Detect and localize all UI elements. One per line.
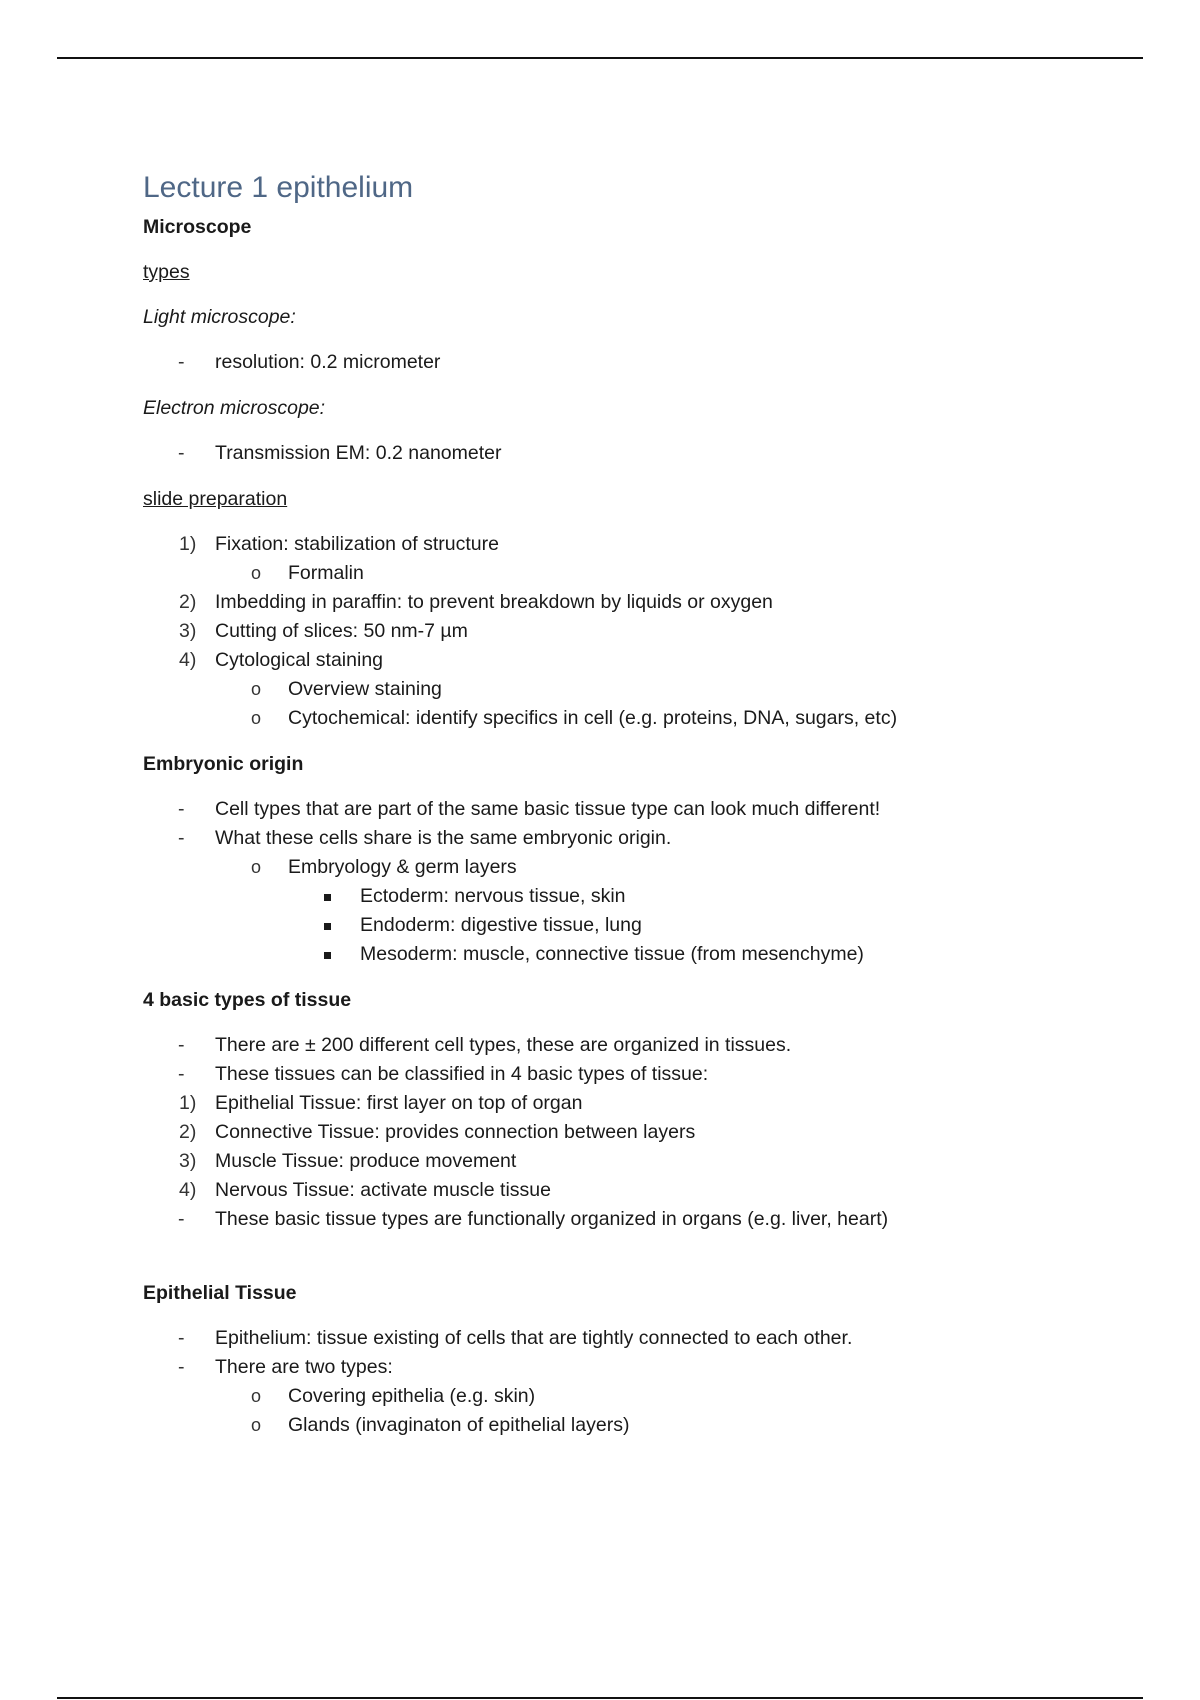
square-bullet-icon	[324, 882, 331, 911]
basic-types-list	[143, 1031, 1143, 1234]
footer-rule	[57, 1697, 1143, 1699]
circle-bullet: o	[251, 1415, 262, 1435]
slide-preparation-list	[143, 530, 1143, 733]
dash-bullet: -	[178, 1327, 185, 1349]
heading-embryonic-origin: Embryonic origin	[143, 753, 304, 775]
dash-bullet: -	[178, 1034, 185, 1056]
list-item: - These tissues can be classified in 4 basic types of tissue:	[143, 1060, 1143, 1089]
list-item: 4) Cytological staining	[143, 646, 1143, 675]
list-item: Ectoderm: nervous tissue, skin	[143, 882, 1143, 911]
list-item: o Covering epithelia (e.g. skin)	[143, 1382, 1143, 1411]
list-item: - There are two types:	[143, 1353, 1143, 1382]
square-bullet-icon	[324, 940, 331, 969]
subheading-slide-preparation: slide preparation	[143, 488, 288, 510]
list-item: o Formalin	[143, 559, 1143, 588]
dash-bullet: -	[178, 827, 185, 849]
list-item: - Epithelium: tissue existing of cells that are tightly connected to each other.	[143, 1324, 1143, 1353]
heading-basic-types: 4 basic types of tissue	[143, 989, 352, 1011]
header-rule	[57, 57, 1143, 59]
number-marker: 2)	[179, 1121, 197, 1143]
list-item: 2) Connective Tissue: provides connection between layers	[143, 1118, 1143, 1147]
list-item: o Overview staining	[143, 675, 1143, 704]
document-title: Lecture 1 epithelium	[143, 171, 414, 204]
subheading-electron-microscope: Electron microscope:	[143, 397, 326, 419]
dash-bullet: -	[178, 1063, 185, 1085]
dash-bullet: -	[178, 351, 185, 373]
heading-epithelial-tissue: Epithelial Tissue	[143, 1282, 297, 1304]
list-item: - What these cells share is the same embryonic origin.	[143, 824, 1143, 853]
list-item: Mesoderm: muscle, connective tissue (from mesenchyme)	[143, 940, 1143, 969]
list-item: 3) Muscle Tissue: produce movement	[143, 1147, 1143, 1176]
list-item: o Glands (invaginaton of epithelial layers)	[143, 1411, 1143, 1440]
epithelial-list	[143, 1324, 1143, 1440]
list-item: 2) Imbedding in paraffin: to prevent breakdown by liquids or oxygen	[143, 588, 1143, 617]
number-marker: 3)	[179, 620, 197, 642]
light-microscope-list	[143, 348, 1143, 377]
embryonic-list	[143, 795, 1143, 969]
list-item: - Transmission EM: 0.2 nanometer	[143, 439, 1143, 468]
document-page	[143, 168, 1143, 1440]
dash-bullet: -	[178, 798, 185, 820]
list-item: 3) Cutting of slices: 50 nm-7 µm	[143, 617, 1143, 646]
number-marker: 1)	[179, 533, 197, 555]
circle-bullet: o	[251, 679, 262, 699]
list-item: Endoderm: digestive tissue, lung	[143, 911, 1143, 940]
subheading-types: types	[143, 261, 190, 283]
list-item: 1) Fixation: stabilization of structure	[143, 530, 1143, 559]
number-marker: 4)	[179, 649, 197, 671]
circle-bullet: o	[251, 708, 262, 728]
dash-bullet: -	[178, 442, 185, 464]
list-item: - resolution: 0.2 micrometer	[143, 348, 1143, 377]
circle-bullet: o	[251, 857, 262, 877]
list-item: - Cell types that are part of the same basic tissue type can look much different!	[143, 795, 1143, 824]
circle-bullet: o	[251, 1386, 262, 1406]
number-marker: 3)	[179, 1150, 197, 1172]
list-item: 1) Epithelial Tissue: first layer on top of organ	[143, 1089, 1143, 1118]
list-item: o Embryology & germ layers	[143, 853, 1143, 882]
dash-bullet: -	[178, 1208, 185, 1230]
dash-bullet: -	[178, 1356, 185, 1378]
number-marker: 1)	[179, 1092, 197, 1114]
circle-bullet: o	[251, 563, 262, 583]
list-item: - There are ± 200 different cell types, these are organized in tissues.	[143, 1031, 1143, 1060]
square-bullet-icon	[324, 911, 331, 940]
list-item: - These basic tissue types are functionally organized in organs (e.g. liver, heart)	[143, 1205, 1143, 1234]
number-marker: 2)	[179, 591, 197, 613]
electron-microscope-list	[143, 439, 1143, 468]
list-item: o Cytochemical: identify specifics in cell (e.g. proteins, DNA, sugars, etc)	[143, 704, 1143, 733]
subheading-light-microscope: Light microscope:	[143, 306, 296, 328]
list-item: 4) Nervous Tissue: activate muscle tissue	[143, 1176, 1143, 1205]
number-marker: 4)	[179, 1179, 197, 1201]
heading-microscope: Microscope	[143, 216, 252, 238]
